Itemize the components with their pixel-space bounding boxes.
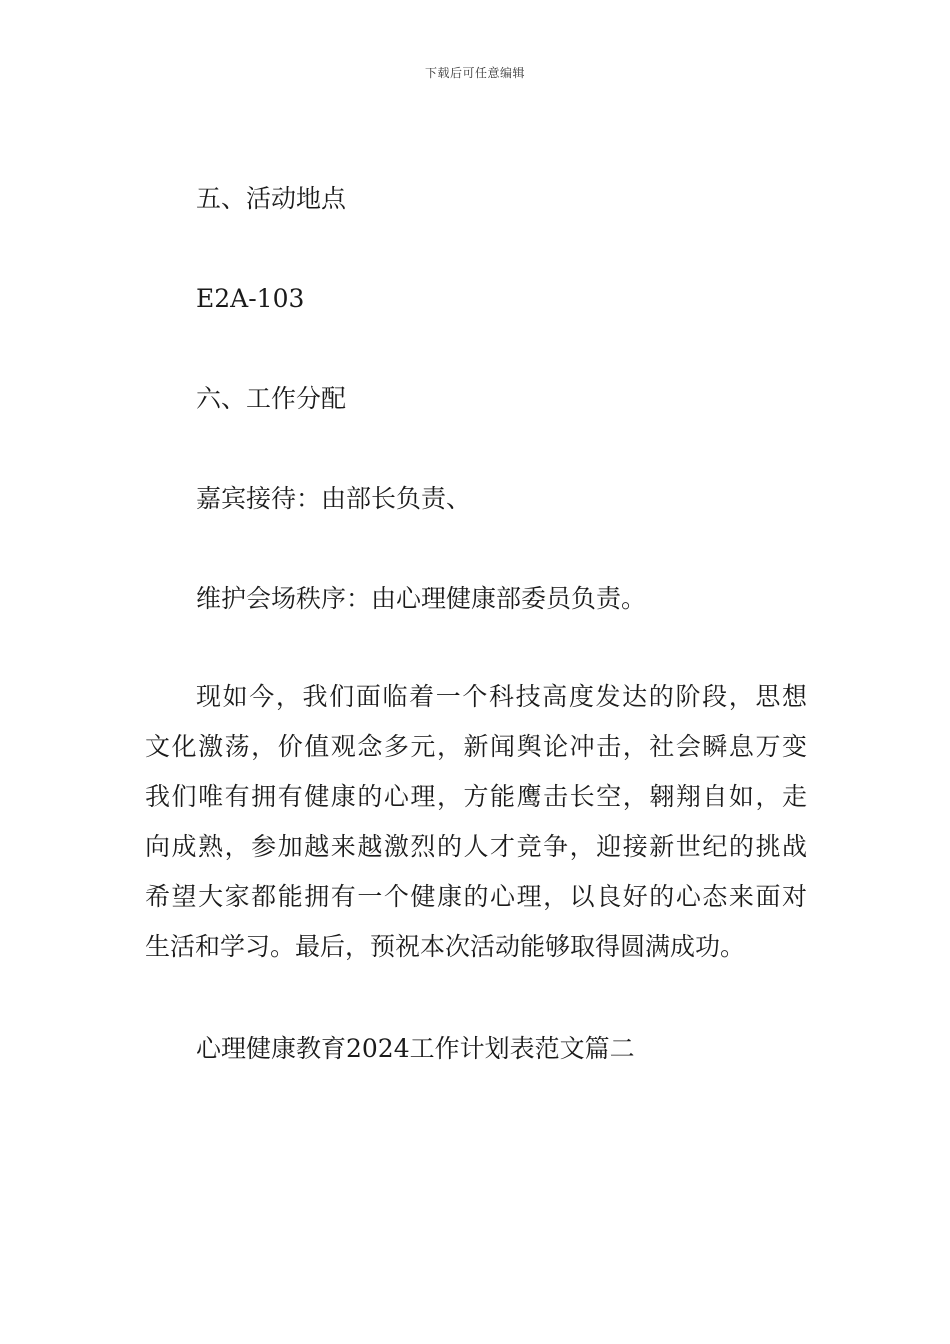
assignment-venue-order: 维护会场秩序：由心理健康部委员负责。 bbox=[196, 584, 647, 613]
location-heading: 五、活动地点 bbox=[196, 184, 347, 213]
next-section-title: 心理健康教育2024工作计划表范文篇二 bbox=[196, 1034, 635, 1063]
paragraph-line: 希望大家都能拥有一个健康的心理，以良好的心态来面对 bbox=[145, 882, 807, 911]
paragraph-line: 生活和学习。最后，预祝本次活动能够取得圆满成功。 bbox=[145, 932, 746, 961]
paragraph-line: 我们唯有拥有健康的心理，方能鹰击长空，翱翔自如，走 bbox=[145, 782, 807, 811]
paragraph-line: 向成熟，参加越来越激烈的人才竞争，迎接新世纪的挑战 bbox=[145, 832, 807, 861]
page-header: 下载后可任意编辑 bbox=[424, 66, 525, 80]
closing-paragraph bbox=[145, 672, 807, 972]
paragraph-line: 文化激荡，价值观念多元，新闻舆论冲击，社会瞬息万变 bbox=[145, 732, 807, 761]
paragraph-line: 现如今，我们面临着一个科技高度发达的阶段，思想 bbox=[196, 682, 807, 711]
assignment-heading: 六、工作分配 bbox=[196, 384, 347, 413]
assignment-guest-reception: 嘉宾接待：由部长负责、 bbox=[196, 484, 472, 513]
location-value: E2A-103 bbox=[196, 284, 305, 313]
